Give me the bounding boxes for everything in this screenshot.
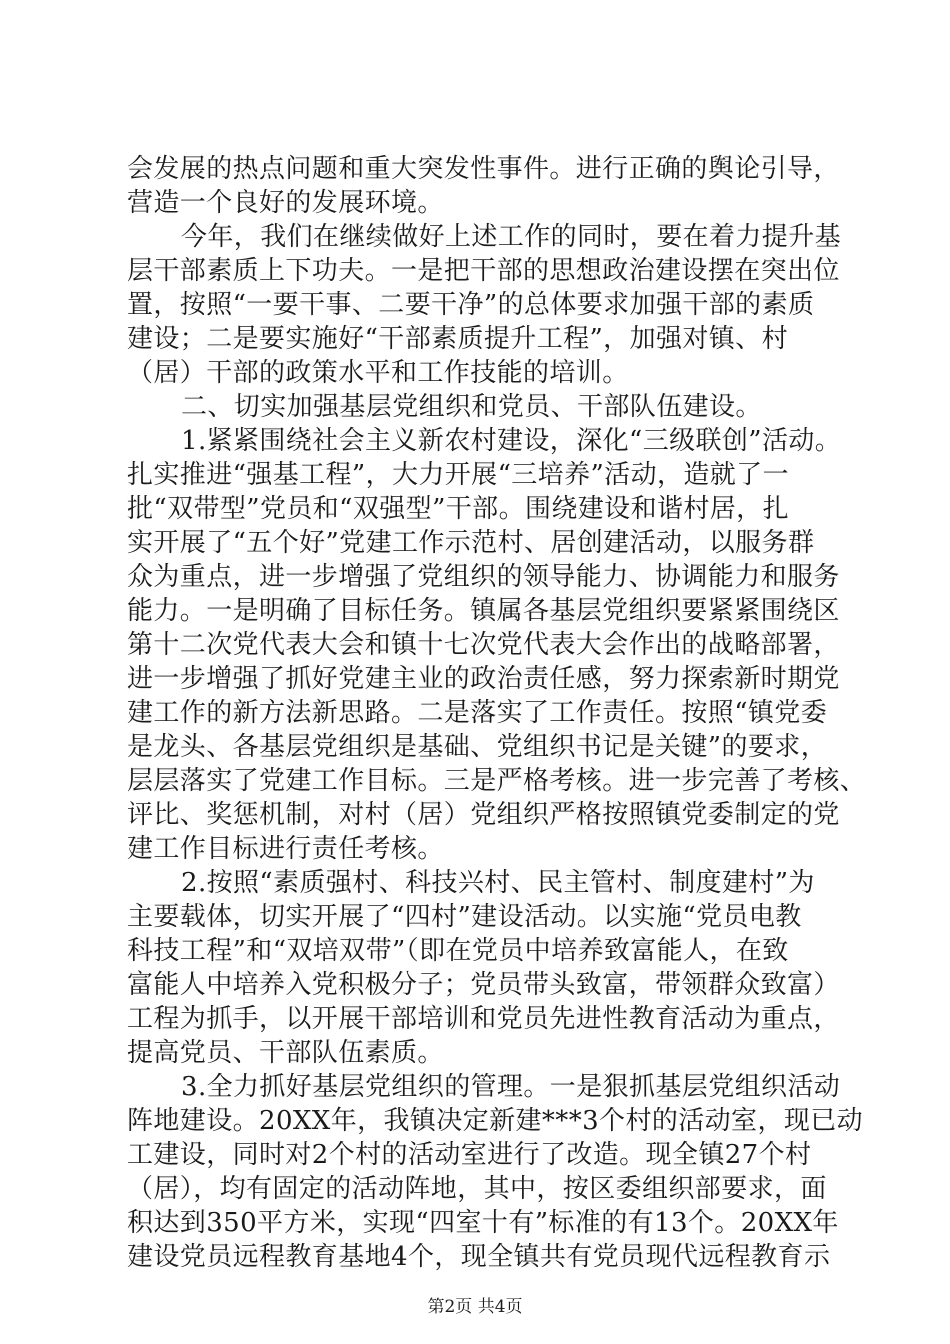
text-line: 3.全力抓好基层党组织的管理。一是狠抓基层党组织活动 xyxy=(181,1072,841,1102)
text-line: 众为重点，进一步增强了党组织的领导能力、协调能力和服务 xyxy=(127,562,840,592)
text-line: 积达到350平方米，实现“四室十有”标准的有13个。20XX年 xyxy=(127,1208,839,1238)
text-line: 建工作的新方法新思路。二是落实了工作责任。按照“镇党委 xyxy=(127,698,828,728)
text-line: （居）干部的政策水平和工作技能的培训。 xyxy=(127,358,629,388)
text-line: 进一步增强了抓好党建主业的政治责任感，努力探索新时期党 xyxy=(127,664,840,694)
text-line: 阵地建设。20XX年，我镇决定新建***3个村的活动室，现已动 xyxy=(127,1106,864,1136)
text-line: 营造一个良好的发展环境。 xyxy=(127,188,444,218)
text-line: 建设；二是要实施好“干部素质提升工程”，加强对镇、村 xyxy=(127,324,788,354)
text-line: 2.按照“素质强村、科技兴村、民主管村、制度建村”为 xyxy=(181,868,815,898)
text-line: 建工作目标进行责任考核。 xyxy=(127,834,444,864)
text-line: 二、切实加强基层党组织和党员、干部队伍建设。 xyxy=(181,392,762,422)
text-line: 今年，我们在继续做好上述工作的同时，要在着力提升基 xyxy=(181,222,842,252)
text-line: 会发展的热点问题和重大突发性事件。进行正确的舆论引导， xyxy=(127,154,840,184)
text-line: 工程为抓手，以开展干部培训和党员先进性教育活动为重点， xyxy=(127,1004,840,1034)
text-line: 第十二次党代表大会和镇十七次党代表大会作出的战略部署， xyxy=(127,630,840,660)
text-line: 批“双带型”党员和“双强型”干部。围绕建设和谐村居，扎 xyxy=(127,494,789,524)
text-line: （居），均有固定的活动阵地，其中，按区委组织部要求，面 xyxy=(127,1174,827,1204)
text-line: 1.紧紧围绕社会主义新农村建设，深化“三级联创”活动。 xyxy=(181,426,842,456)
text-line: 建设党员远程教育基地4个，现全镇共有党员现代远程教育示 xyxy=(127,1242,831,1272)
text-line: 提高党员、干部队伍素质。 xyxy=(127,1038,444,1068)
text-line: 主要载体，切实开展了“四村”建设活动。以实施“党员电教 xyxy=(127,902,802,932)
text-line: 扎实推进“强基工程”，大力开展“三培养”活动，造就了一 xyxy=(127,460,789,490)
text-line: 富能人中培养入党积极分子；党员带头致富，带领群众致富） xyxy=(127,970,840,1000)
text-line: 置，按照“一要干事、二要干净”的总体要求加强干部的素质 xyxy=(127,290,815,320)
text-line: 评比、奖惩机制，对村（居）党组织严格按照镇党委制定的党 xyxy=(127,800,840,830)
document-body xyxy=(127,152,867,1274)
text-line: 层层落实了党建工作目标。三是严格考核。进一步完善了考核、 xyxy=(127,766,867,796)
text-line: 是龙头、各基层党组织是基础、党组织书记是关键”的要求， xyxy=(127,732,828,762)
text-line: 能力。一是明确了目标任务。镇属各基层党组织要紧紧围绕区 xyxy=(127,596,840,626)
text-line: 层干部素质上下功夫。一是把干部的思想政治建设摆在突出位 xyxy=(127,256,840,286)
text-line: 科技工程”和“双培双带”（即在党员中培养致富能人，在致 xyxy=(127,936,789,966)
text-line: 工建设，同时对2个村的活动室进行了改造。现全镇27个村 xyxy=(127,1140,812,1170)
text-line: 实开展了“五个好”党建工作示范村、居创建活动，以服务群 xyxy=(127,528,815,558)
page-footer: 第2页 共4页 xyxy=(427,1297,523,1317)
